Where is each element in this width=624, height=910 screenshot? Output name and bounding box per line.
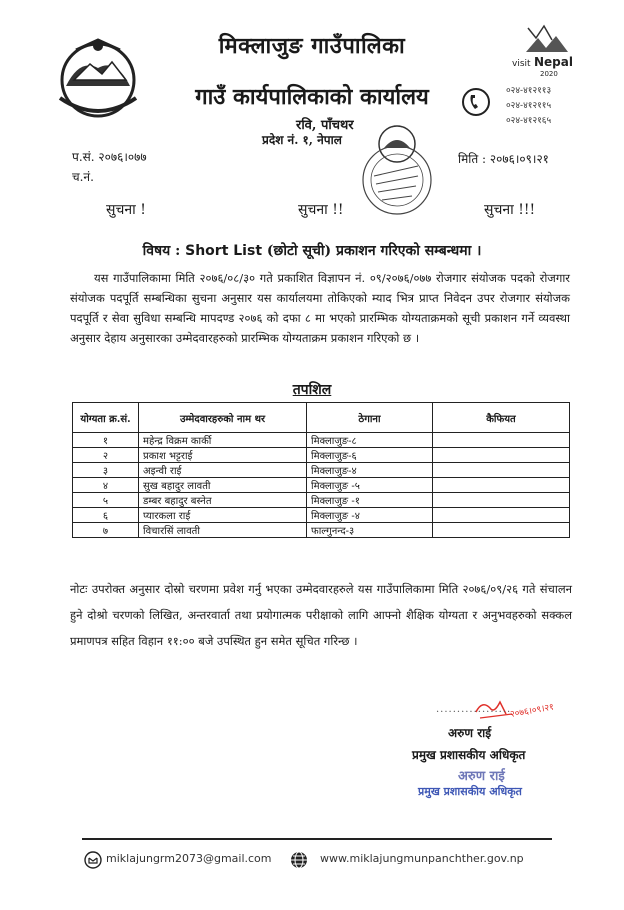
notice-label: सुचना !!!: [484, 202, 536, 218]
address-cell: मिक्लाजुङ-६: [307, 448, 433, 463]
table-row: [73, 508, 570, 523]
rank-cell: १: [73, 433, 139, 448]
phone-number: ०२४-४१२११५: [506, 101, 552, 111]
notice-label: सुचना !: [106, 202, 146, 218]
address-cell: मिक्लाजुङ -४: [307, 508, 433, 523]
office-seal-icon: [358, 120, 436, 220]
name-cell: डम्बर बहादुर बस्नेत: [139, 493, 307, 508]
phone-icon: [461, 87, 491, 117]
table-row: [73, 448, 570, 463]
remarks-cell: [433, 493, 570, 508]
address-cell: मिक्लाजुङ-४: [307, 463, 433, 478]
table-row: [73, 493, 570, 508]
name-cell: अइन्वी राई: [139, 463, 307, 478]
body-paragraph: यस गाउँपालिकामा मिति २०७६/०८/३० गते प्रकाशित विज्ञापन नं. ०९/२०७६/०७७ रोजगार संयोजक पदको रोजगार संयोजक पदपूर्ति सम्बन्धिका सुचना अनुसार यस कार्यालयमा तोकिएको म्याद भित्र प्राप्त निवेदन उपर रोजगार संयोजक पदपूर्ति र सेवा सुविधा सम्बन्धि मापदण्ड २०७६ को दफा ८ मा भएको प्रारम्भिक योग्यताक्रमको सूची प्रकाशन गर्ने व्यवस्था अनुसार देहाय अनुसारका उम्मेदवारहरुको प्रारम्भिक योग्यताक्रम प्रकाशन गरिएको छ ।: [70, 271, 570, 345]
rank-cell: ६: [73, 508, 139, 523]
signature-dots: ..................: [436, 704, 512, 715]
address-cell: फाल्गुनन्द-३: [307, 523, 433, 538]
patra-sankhya: प.सं. २०७६।०७७: [72, 150, 147, 164]
remarks-cell: [433, 433, 570, 448]
svg-text:2020: 2020: [540, 70, 558, 78]
phone-number: ०२४-४१२११३: [506, 86, 552, 96]
table-header-row: [73, 403, 570, 433]
column-header: उम्मेदवारहरुको नाम थर: [139, 403, 307, 433]
table-row: [73, 523, 570, 538]
subject-english: Short List: [185, 243, 263, 259]
shortlist-table: [72, 402, 570, 538]
table-row: [73, 433, 570, 448]
office-name: मिक्लाजुङ गाउँपालिका: [218, 33, 406, 59]
table-heading: तपशिल: [292, 382, 332, 398]
column-header: कैफियत: [433, 403, 570, 433]
name-cell: प्यारकला राई: [139, 508, 307, 523]
footer-email[interactable]: miklajungrm2073@gmail.com: [106, 852, 272, 865]
notice-label: सुचना !!: [298, 202, 344, 218]
address-line2: प्रदेश नं. १, नेपाल: [262, 133, 342, 147]
phone-number: ०२४-४१२१६५: [506, 116, 552, 126]
subject-line: [0, 241, 624, 260]
chalani-number: च.नं.: [72, 170, 94, 184]
name-cell: महेन्द्र विक्रम कार्की: [139, 433, 307, 448]
remarks-cell: [433, 508, 570, 523]
subject-prefix: विषय :: [142, 243, 186, 259]
footer-divider: [82, 838, 552, 840]
subject-suffix: (छोटो सूची) प्रकाशन गरिएको सम्बन्धमा ।: [262, 243, 482, 259]
address-cell: मिक्लाजुङ -५: [307, 478, 433, 493]
address-line1: रवि, पाँचथर: [296, 118, 354, 133]
stamp-title: प्रमुख प्रशासकीय अधिकृत: [418, 785, 522, 798]
address-cell: मिक्लाजुङ -१: [307, 493, 433, 508]
letter-date: मिति : २०७६।०९।२१: [458, 152, 549, 166]
name-cell: प्रकाश भट्टराई: [139, 448, 307, 463]
globe-icon: [290, 851, 308, 869]
remarks-cell: [433, 478, 570, 493]
footer-website[interactable]: www.miklajungmunpanchther.gov.np: [320, 852, 524, 865]
name-cell: सुख बहादुर लावती: [139, 478, 307, 493]
column-header: ठेगाना: [307, 403, 433, 433]
rank-cell: ५: [73, 493, 139, 508]
remarks-cell: [433, 448, 570, 463]
svg-text:Nepal: Nepal: [534, 55, 573, 69]
rank-cell: ३: [73, 463, 139, 478]
stamp-name: अरुण राई: [458, 769, 505, 784]
rank-cell: २: [73, 448, 139, 463]
office-title: गाउँ कार्यपालिकाको कार्यालय: [195, 84, 429, 110]
email-icon: [84, 851, 102, 869]
phone-numbers: [506, 84, 551, 129]
rank-cell: ४: [73, 478, 139, 493]
note-paragraph: नोटः उपरोक्त अनुसार दोस्रो चरणमा प्रवेश गर्नु भएका उम्मेदवारहरुले यस गाउँपालिकामा मिति २०७६/०९/२६ गते संचालन हुने दोश्रो चरणको लिखित, अन्तरवार्ता तथा प्रयोगात्मक परीक्षाको लागि आफ्नो शैक्षिक योग्यता र अनुभवहरुको सक्कल प्रमाणपत्र सहित विहान ११:०० बजे उपस्थित हुन समेत सूचित गरिन्छ ।: [70, 582, 572, 648]
column-header: योग्यता क्र.सं.: [73, 403, 139, 433]
remarks-cell: [433, 463, 570, 478]
name-cell: विचारसिं लावती: [139, 523, 307, 538]
table-row: [73, 478, 570, 493]
reference-block: [72, 147, 147, 187]
signer-name: अरुण राई: [448, 726, 492, 740]
svg-text:visit: visit: [512, 59, 531, 69]
table-row: [73, 463, 570, 478]
remarks-cell: [433, 523, 570, 538]
signer-title: प्रमुख प्रशासकीय अधिकृत: [412, 748, 526, 762]
rank-cell: ७: [73, 523, 139, 538]
address-cell: मिक्लाजुङ-८: [307, 433, 433, 448]
signature-date: २०७६।०९।२१: [509, 702, 555, 721]
